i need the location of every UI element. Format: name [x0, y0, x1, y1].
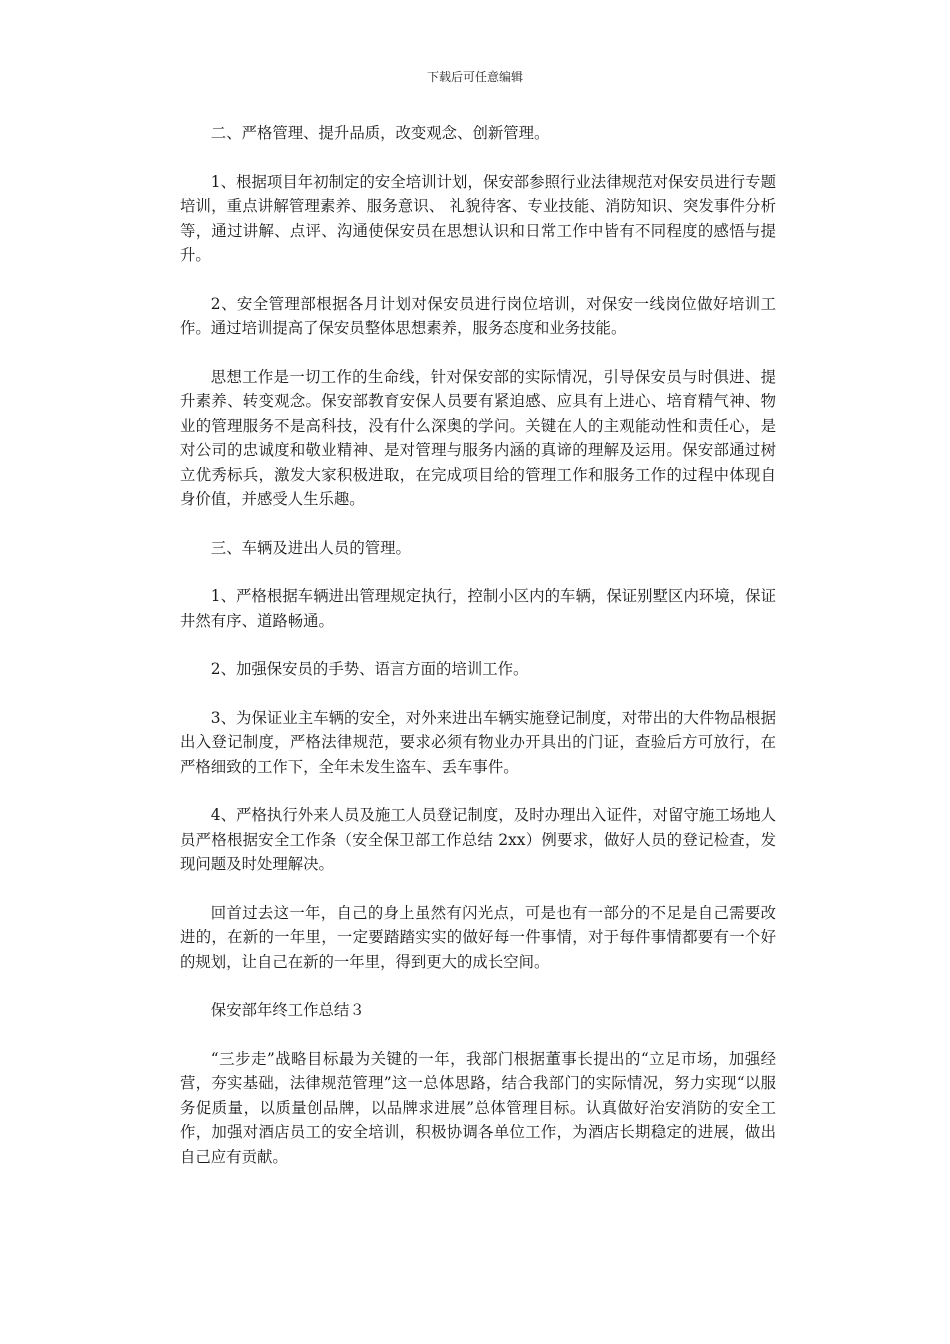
paragraph-vehicle-rules: 1、严格根据车辆进出管理规定执行，控制小区内的车辆，保证别墅区内环境，保证井然有序、道路畅通。 [180, 587, 776, 630]
paragraph-visitor-registration: 4、严格执行外来人员及施工人员登记制度，及时办理出入证件，对留守施工场地人员严格根据安全工作条（安全保卫部工作总结 2xx）例要求，做好人员的登记检查，发现问题及时处理解决。 [180, 806, 776, 873]
section-title-summary-3: 保安部年终工作总结３ [210, 1001, 365, 1019]
paragraph-post-training: 2、安全管理部根据各月计划对保安员进行岗位培训，对保安一线岗位做好培训工作。通过培训提高了保安员整体思想素养，服务态度和业务技能。 [180, 294, 776, 337]
section-heading-3: 三、车辆及进出人员的管理。 [210, 538, 411, 557]
paragraph-training-plan: 1、根据项目年初制定的安全培训计划，保安部参照行业法律规范对保安员进行专题培训，重点讲解管理素养、服务意识、 礼貌待客、专业技能、消防知识、突发事件分析等，通过讲解、点评、沟通使保安员在思想认识和日常工作中皆有不同程度的感悟与提升。 [180, 172, 776, 264]
paragraph-gesture-training: 2、加强保安员的手势、语言方面的培训工作。 [210, 660, 529, 678]
paragraph-three-steps: “三步走”战略目标最为关键的一年，我部门根据董事长提出的“立足市场，加强经营，夯实基础，法律规范管理”这一总体思路，结合我部门的实际情况，努力实现“以服务促质量，以质量创品牌，以品牌求进展”总体管理目标。认真做好治安消防的安全工作，加强对酒店员工的安全培训，积极协调各单位工作，为酒店长期稳定的进展，做出自己应有贡献。 [180, 1049, 776, 1166]
paragraph-vehicle-registration: 3、为保证业主车辆的安全，对外来进出车辆实施登记制度，对带出的大件物品根据出入登记制度，严格法律规范，要求必须有物业办开具出的门证，查验后方可放行，在严格细致的工作下，全年未发生盗车、丢车事件。 [180, 708, 776, 776]
paragraph-ideology-work: 思想工作是一切工作的生命线，针对保安部的实际情况，引导保安员与时俱进、提升素养、转变观念。保安部教育安保人员要有紧迫感、应具有上进心、培育精气神、物业的管理服务不是高科技，没有什么深奥的学问。关键在人的主观能动性和责任心，是对公司的忠诚度和敬业精神、是对管理与服务内涵的真谛的理解及运用。保安部通过树立优秀标兵，激发大家积极进取，在完成项目给的管理工作和服务工作的过程中体现自身价值，并感受人生乐趣。 [180, 367, 776, 508]
paragraph-retrospective: 回首过去这一年，自己的身上虽然有闪光点，可是也有一部分的不足是自己需要改进的，在新的一年里，一定要踏踏实实的做好每一件事情，对于每件事情都要有一个好的规划，让自己在新的一年里，得到更大的成长空间。 [180, 903, 776, 971]
document-body [180, 121, 776, 1193]
page-header: 下载后可任意编辑 [426, 70, 523, 84]
section-heading-2: 二、严格管理、提升品质，改变观念、创新管理。 [210, 124, 550, 142]
